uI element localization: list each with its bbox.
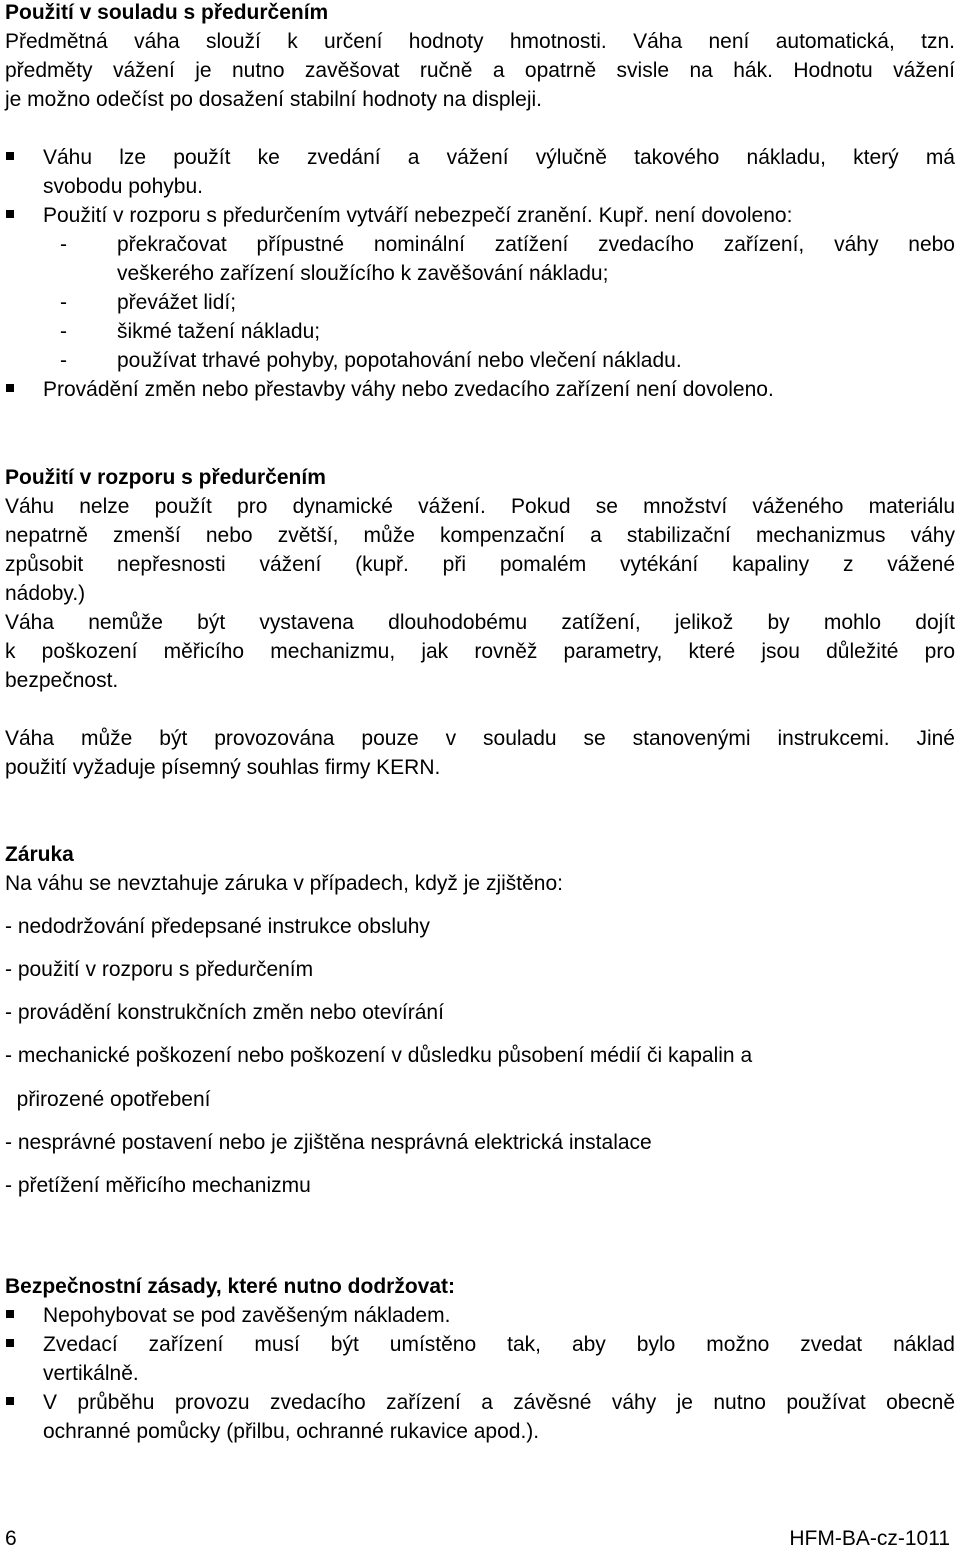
warranty-item: - použití v rozporu s předurčením bbox=[5, 958, 314, 981]
bullet-text: Zvedací zařízení musí být umístěno tak, aby bylo možno zvedat náklad bbox=[43, 1333, 955, 1356]
dash-mark: - bbox=[60, 349, 67, 372]
paragraph-line: Předmětná váha slouží k určení hodnoty hmotnosti. Váha není automatická, tzn. bbox=[5, 30, 955, 53]
dash-text: překračovat přípustné nominální zatížení zvedacího zařízení, váhy nebo bbox=[117, 233, 955, 256]
bullet-text: ochranné pomůcky (přilbu, ochranné rukavice apod.). bbox=[43, 1420, 540, 1443]
square-bullet-icon bbox=[6, 210, 14, 218]
dash-text: šikmé tažení nákladu; bbox=[117, 320, 321, 343]
paragraph-line: k poškození měřicího mechanizmu, jak rovněž parametry, které jsou důležité pro bbox=[5, 640, 955, 663]
warranty-item-continuation: přirozené opotřebení bbox=[5, 1088, 211, 1111]
paragraph-line: bezpečnost. bbox=[5, 669, 119, 692]
warranty-item: - přetížení měřicího mechanizmu bbox=[5, 1174, 311, 1197]
bullet-text: V průběhu provozu zvedacího zařízení a závěsné váhy je nutno používat obecně bbox=[43, 1391, 955, 1414]
bullet-text: Použití v rozporu s předurčením vytváří nebezpečí zranění. Kupř. není dovoleno: bbox=[43, 204, 793, 227]
square-bullet-icon bbox=[6, 152, 14, 160]
section-heading-intended-use: Použití v souladu s předurčením bbox=[5, 1, 329, 24]
paragraph-line: nepatrně zmenší nebo zvětší, může kompenzační a stabilizační mechanizmus váhy bbox=[5, 524, 955, 547]
dash-text: veškerého zařízení sloužícího k zavěšování nákladu; bbox=[117, 262, 609, 285]
section-heading-safety: Bezpečnostní zásady, které nutno dodržovat: bbox=[5, 1275, 456, 1298]
square-bullet-icon bbox=[6, 1310, 14, 1318]
dash-mark: - bbox=[60, 233, 67, 256]
document-code: HFM-BA-cz-1011 bbox=[789, 1527, 950, 1550]
warranty-item: - mechanické poškození nebo poškození v důsledku působení médií či kapalin a bbox=[5, 1044, 753, 1067]
bullet-text: vertikálně. bbox=[43, 1362, 139, 1385]
square-bullet-icon bbox=[6, 384, 14, 392]
dash-text: používat trhavé pohyby, popotahování nebo vlečení nákladu. bbox=[117, 349, 682, 372]
bullet-text: svobodu pohybu. bbox=[43, 175, 203, 198]
warranty-item: - nesprávné postavení nebo je zjištěna nesprávná elektrická instalace bbox=[5, 1131, 652, 1154]
warranty-item: - provádění konstrukčních změn nebo otevírání bbox=[5, 1001, 444, 1024]
dash-text: převážet lidí; bbox=[117, 291, 237, 314]
paragraph-line: Váhu nelze použít pro dynamické vážení. Pokud se množství váženého materiálu bbox=[5, 495, 955, 518]
dash-mark: - bbox=[60, 320, 67, 343]
warranty-intro: Na váhu se nevztahuje záruka v případech, když je zjištěno: bbox=[5, 872, 563, 895]
dash-mark: - bbox=[60, 291, 67, 314]
bullet-text: Váhu lze použít ke zvedání a vážení výlučně takového nákladu, který má bbox=[43, 146, 955, 169]
paragraph-line: předměty vážení je nutno zavěšovat ručně a opatrně svisle na hák. Hodnotu vážení bbox=[5, 59, 955, 82]
paragraph-line: způsobit nepřesnosti vážení (kupř. při pomalém vytékání kapaliny z vážené bbox=[5, 553, 955, 576]
bullet-text: Nepohybovat se pod zavěšeným nákladem. bbox=[43, 1304, 451, 1327]
paragraph-line: je možno odečíst po dosažení stabilní hodnoty na displeji. bbox=[5, 88, 543, 111]
section-heading-misuse: Použití v rozporu s předurčením bbox=[5, 466, 326, 489]
page-number: 6 bbox=[5, 1527, 17, 1550]
paragraph-line: Váha může být provozována pouze v souladu se stanovenými instrukcemi. Jiné bbox=[5, 727, 955, 750]
section-heading-warranty: Záruka bbox=[5, 843, 74, 866]
paragraph-line: Váha nemůže být vystavena dlouhodobému zatížení, jelikož by mohlo dojít bbox=[5, 611, 955, 634]
paragraph-line: nádoby.) bbox=[5, 582, 86, 605]
bullet-text: Provádění změn nebo přestavby váhy nebo zvedacího zařízení není dovoleno. bbox=[43, 378, 774, 401]
warranty-item: - nedodržování předepsané instrukce obsluhy bbox=[5, 915, 430, 938]
paragraph-line: použití vyžaduje písemný souhlas firmy KERN. bbox=[5, 756, 441, 779]
square-bullet-icon bbox=[6, 1397, 14, 1405]
square-bullet-icon bbox=[6, 1339, 14, 1347]
